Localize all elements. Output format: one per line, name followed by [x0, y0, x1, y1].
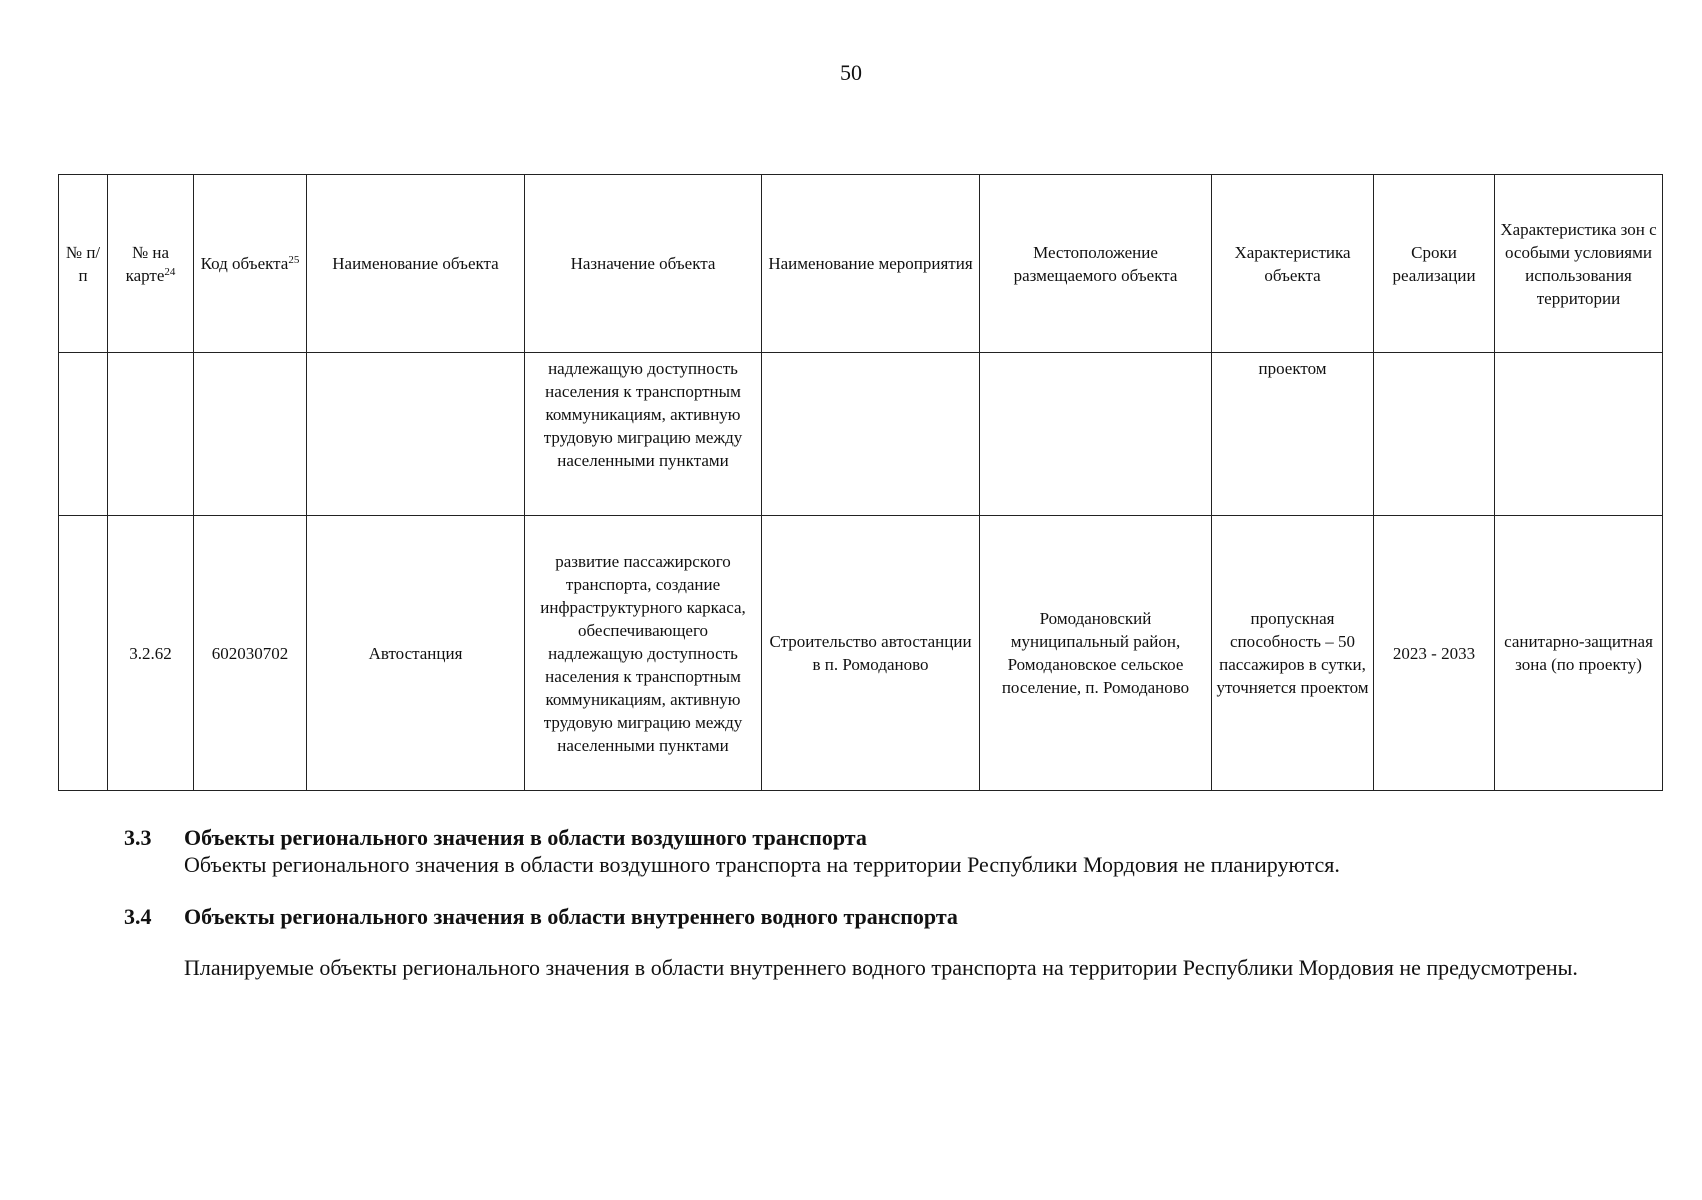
- section-number: 3.3: [124, 825, 152, 850]
- cell-name: Автостанция: [307, 516, 525, 791]
- header-name: Наименование объекта: [307, 175, 525, 353]
- cell-map-no: [108, 353, 194, 516]
- header-purpose: Назначение объекта: [525, 175, 762, 353]
- section-title: Объекты регионального значения в области внутреннего водного транспорта: [184, 904, 958, 929]
- header-activity: Наименование мероприятия: [762, 175, 980, 353]
- header-zones: Характеристика зон с особыми условиями использования территории: [1495, 175, 1663, 353]
- cell-location: Ромодановский муниципальный район, Ромодановское сельское поселение, п. Ромоданово: [980, 516, 1212, 791]
- cell-period: [1374, 353, 1495, 516]
- section-heading: [124, 824, 1604, 851]
- cell-location: [980, 353, 1212, 516]
- cell-period: 2023 - 2033: [1374, 516, 1495, 791]
- cell-num: [59, 353, 108, 516]
- cell-purpose: развитие пассажирского транспорта, создание инфраструктурного каркаса, обеспечивающего надлежащую доступность населения к транспортным коммуникациям, активную трудовую миграцию между населенными пунктами: [525, 516, 762, 791]
- cell-characteristic: пропускная способность – 50 пассажиров в сутки, уточняется проектом: [1212, 516, 1374, 791]
- header-location: Местоположение размещаемого объекта: [980, 175, 1212, 353]
- cell-code: 602030702: [194, 516, 307, 791]
- cell-num: [59, 516, 108, 791]
- cell-name: [307, 353, 525, 516]
- cell-activity: [762, 353, 980, 516]
- header-code: [194, 175, 307, 353]
- section-3-3: [124, 824, 1604, 878]
- section-title: Объекты регионального значения в области воздушного транспорта: [184, 825, 867, 850]
- header-map-no: [108, 175, 194, 353]
- header-map-no-label: № на карте: [125, 242, 170, 285]
- page-number: 50: [840, 60, 862, 85]
- cell-characteristic: проектом: [1212, 353, 1374, 516]
- section-paragraph: Планируемые объекты регионального значения в области внутреннего водного транспорта на территории Республики Мордовия не предусмотрены.: [184, 955, 1578, 980]
- cell-activity: Строительство автостанции в п. Ромоданово: [762, 516, 980, 791]
- objects-table: [58, 174, 1663, 791]
- table-row: [59, 353, 1663, 516]
- header-period: Сроки реализации: [1374, 175, 1495, 353]
- section-heading: [124, 903, 1604, 930]
- footnote-ref-24: 24: [164, 265, 176, 278]
- cell-zones: [1495, 353, 1663, 516]
- section-number: 3.4: [124, 904, 152, 929]
- section-3-4: [124, 903, 1604, 930]
- header-code-label: Код объекта: [200, 254, 289, 273]
- section-text: Объекты регионального значения в области воздушного транспорта на территории Республики Мордовия не планируются.: [184, 852, 1340, 877]
- cell-map-no: 3.2.62: [108, 516, 194, 791]
- header-num: № п/п: [59, 175, 108, 353]
- table-row: [59, 516, 1663, 791]
- header-characteristic: Характеристика объекта: [1212, 175, 1374, 353]
- cell-code: [194, 353, 307, 516]
- cell-purpose: надлежащую доступность населения к транспортным коммуникациям, активную трудовую миграцию между населенными пунктами: [525, 353, 762, 516]
- footnote-ref-25: 25: [288, 254, 300, 266]
- cell-zones: санитарно-защитная зона (по проекту): [1495, 516, 1663, 791]
- table-header-row: [59, 175, 1663, 353]
